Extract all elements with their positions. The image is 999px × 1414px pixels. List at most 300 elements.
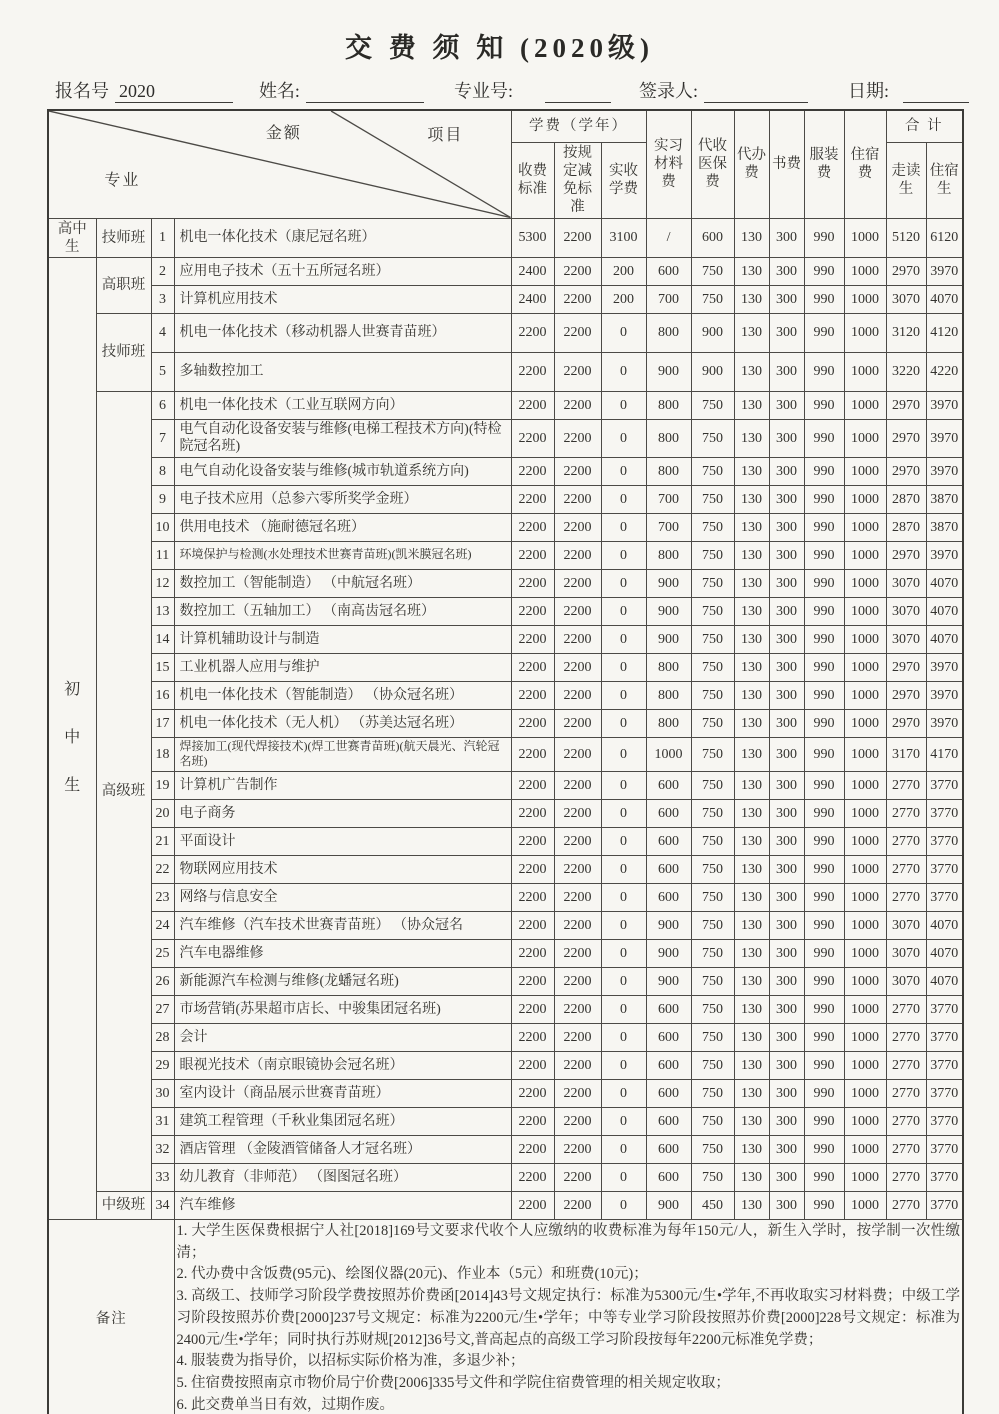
fee-value-cell: 2200 <box>511 799 554 827</box>
fee-value-cell: 2200 <box>511 709 554 737</box>
fee-value-cell: 750 <box>691 1135 734 1163</box>
fee-value-cell: 750 <box>691 737 734 771</box>
corner-label-amount: 金额 <box>265 124 302 142</box>
fee-value-cell: 3970 <box>926 541 963 569</box>
fee-value-cell: 990 <box>804 709 844 737</box>
date-label: 日期: <box>847 81 889 101</box>
fee-value-cell: 990 <box>804 352 844 391</box>
fee-value-cell: 4120 <box>926 313 963 352</box>
fee-value-cell: 3170 <box>886 737 926 771</box>
fee-value-cell: 990 <box>804 513 844 541</box>
fee-value-cell: 2200 <box>511 313 554 352</box>
fee-value-cell: 2770 <box>886 1163 926 1191</box>
fee-value-cell: 2770 <box>886 1107 926 1135</box>
fee-value-cell: 0 <box>601 653 646 681</box>
table-row <box>48 313 963 352</box>
fee-value-cell: 2970 <box>886 391 926 419</box>
col-header-reduction-standard: 按规定减免标准 <box>554 143 601 219</box>
fee-value-cell: 2200 <box>554 911 601 939</box>
fee-value-cell: 2200 <box>554 967 601 995</box>
row-number-cell: 29 <box>151 1051 174 1079</box>
remark-item: 6. 此交费单当日有效，过期作废。 <box>176 1396 394 1413</box>
fee-value-cell: 2200 <box>554 855 601 883</box>
fee-value-cell: 750 <box>691 827 734 855</box>
table-row <box>48 569 963 597</box>
row-number-cell: 5 <box>151 352 174 391</box>
fee-value-cell: 130 <box>734 625 769 653</box>
fee-value-cell: 2200 <box>511 569 554 597</box>
fee-value-cell: 2200 <box>554 457 601 485</box>
fee-value-cell: 750 <box>691 1079 734 1107</box>
fee-value-cell: 900 <box>646 911 691 939</box>
fee-value-cell: 3100 <box>601 218 646 257</box>
fee-value-cell: 990 <box>804 1135 844 1163</box>
row-number-cell: 20 <box>151 799 174 827</box>
fee-value-cell: 990 <box>804 939 844 967</box>
fee-value-cell: 2200 <box>511 541 554 569</box>
fee-value-cell: 0 <box>601 827 646 855</box>
fee-value-cell: 2200 <box>554 995 601 1023</box>
class-type-cell: 技师班 <box>96 313 151 391</box>
fee-value-cell: 0 <box>601 513 646 541</box>
fee-value-cell: 1000 <box>844 1079 886 1107</box>
major-name-cell: 环境保护与检测(水处理技术世赛青苗班)(凯米膜冠名班) <box>174 541 511 569</box>
fee-value-cell: 2200 <box>511 1051 554 1079</box>
fee-value-cell: 3120 <box>886 313 926 352</box>
fee-value-cell: 800 <box>646 419 691 457</box>
fee-value-cell: 2200 <box>511 737 554 771</box>
fee-value-cell: 2200 <box>511 485 554 513</box>
fee-value-cell: 2200 <box>554 799 601 827</box>
fee-value-cell: 3770 <box>926 1191 963 1219</box>
fee-value-cell: 4070 <box>926 597 963 625</box>
fee-value-cell: 1000 <box>844 1107 886 1135</box>
row-number-cell: 19 <box>151 771 174 799</box>
row-number-cell: 28 <box>151 1023 174 1051</box>
fee-value-cell: 600 <box>646 827 691 855</box>
table-row <box>48 1051 963 1079</box>
fee-value-cell: 600 <box>646 771 691 799</box>
fee-value-cell: 1000 <box>844 513 886 541</box>
fee-value-cell: 750 <box>691 597 734 625</box>
table-row <box>48 352 963 391</box>
fee-value-cell: 2200 <box>554 827 601 855</box>
fee-value-cell: 130 <box>734 737 769 771</box>
table-row <box>48 1135 963 1163</box>
fee-value-cell: 990 <box>804 597 844 625</box>
corner-label-item: 项目 <box>427 126 464 144</box>
row-number-cell: 10 <box>151 513 174 541</box>
fee-value-cell: 0 <box>601 911 646 939</box>
fee-value-cell: 130 <box>734 681 769 709</box>
col-header-fee-standard: 收费标准 <box>511 143 554 219</box>
row-number-cell: 16 <box>151 681 174 709</box>
fee-value-cell: 130 <box>734 855 769 883</box>
fee-value-cell: 200 <box>601 257 646 285</box>
fee-value-cell: 600 <box>646 1051 691 1079</box>
fee-value-cell: 3770 <box>926 827 963 855</box>
fee-value-cell: 3770 <box>926 1051 963 1079</box>
fee-value-cell: 130 <box>734 391 769 419</box>
fee-value-cell: 2200 <box>511 827 554 855</box>
table-row <box>48 419 963 457</box>
row-number-cell: 1 <box>151 218 174 257</box>
fee-value-cell: 2200 <box>511 391 554 419</box>
fee-value-cell: 2200 <box>511 625 554 653</box>
fee-value-cell: 3070 <box>886 285 926 313</box>
row-number-cell: 15 <box>151 653 174 681</box>
fee-value-cell: 750 <box>691 257 734 285</box>
fee-value-cell: 900 <box>646 1191 691 1219</box>
fee-value-cell: 2200 <box>554 569 601 597</box>
fee-value-cell: 300 <box>769 855 804 883</box>
fee-value-cell: 1000 <box>844 939 886 967</box>
col-header-agency-fee: 代办费 <box>734 110 769 218</box>
fee-value-cell: 2870 <box>886 485 926 513</box>
fee-value-cell: 3770 <box>926 799 963 827</box>
fee-value-cell: 2770 <box>886 1023 926 1051</box>
fee-value-cell: 130 <box>734 1135 769 1163</box>
fee-value-cell: 2200 <box>554 1191 601 1219</box>
fee-value-cell: 130 <box>734 653 769 681</box>
table-row <box>48 653 963 681</box>
fee-value-cell: 900 <box>646 597 691 625</box>
row-number-cell: 8 <box>151 457 174 485</box>
fee-value-cell: 1000 <box>844 391 886 419</box>
major-name-cell: 计算机广告制作 <box>174 771 511 799</box>
class-type-cell: 中级班 <box>96 1191 151 1219</box>
fee-value-cell: 2200 <box>511 681 554 709</box>
row-number-cell: 2 <box>151 257 174 285</box>
fee-value-cell: 2200 <box>511 939 554 967</box>
col-header-day-student-total: 走读生 <box>886 143 926 219</box>
fee-value-cell: 2200 <box>511 995 554 1023</box>
fee-value-cell: 0 <box>601 1079 646 1107</box>
fee-value-cell: 600 <box>646 799 691 827</box>
fee-value-cell: 750 <box>691 391 734 419</box>
fee-value-cell: 750 <box>691 513 734 541</box>
fee-value-cell: 300 <box>769 569 804 597</box>
fee-value-cell: 0 <box>601 1135 646 1163</box>
fee-value-cell: 2970 <box>886 653 926 681</box>
fee-value-cell: 990 <box>804 883 844 911</box>
fee-value-cell: 130 <box>734 569 769 597</box>
major-name-cell: 电气自动化设备安装与维修(城市轨道系统方向) <box>174 457 511 485</box>
row-number-cell: 33 <box>151 1163 174 1191</box>
fee-value-cell: 1000 <box>844 625 886 653</box>
remark-item: 1. 大学生医保费根据宁人社[2018]169号文要求代收个人应缴纳的收费标准为每年150元/人，新生入学时，按学制一次性缴清； <box>176 1222 961 1261</box>
fee-value-cell: 800 <box>646 391 691 419</box>
table-row <box>48 625 963 653</box>
fee-value-cell: 2770 <box>886 1079 926 1107</box>
fee-value-cell: 2200 <box>511 1191 554 1219</box>
fee-value-cell: 2200 <box>511 1135 554 1163</box>
fee-value-cell: 2770 <box>886 799 926 827</box>
fee-value-cell: 750 <box>691 457 734 485</box>
fee-value-cell: 2970 <box>886 419 926 457</box>
fee-value-cell: 2200 <box>554 313 601 352</box>
fee-value-cell: 4070 <box>926 967 963 995</box>
fee-value-cell: 130 <box>734 352 769 391</box>
major-name-cell: 汽车维修（汽车技术世赛青苗班） （协众冠名 <box>174 911 511 939</box>
row-number-cell: 26 <box>151 967 174 995</box>
fee-value-cell: 0 <box>601 597 646 625</box>
fee-value-cell: 300 <box>769 513 804 541</box>
fee-value-cell: 1000 <box>844 883 886 911</box>
fee-value-cell: 750 <box>691 995 734 1023</box>
fee-value-cell: 300 <box>769 625 804 653</box>
fee-value-cell: 0 <box>601 352 646 391</box>
table-row <box>48 485 963 513</box>
fee-value-cell: 800 <box>646 313 691 352</box>
fee-value-cell: 0 <box>601 313 646 352</box>
fee-value-cell: 990 <box>804 1163 844 1191</box>
fee-value-cell: 300 <box>769 597 804 625</box>
fee-value-cell: 130 <box>734 771 769 799</box>
fee-value-cell: 130 <box>734 218 769 257</box>
fee-value-cell: 4070 <box>926 569 963 597</box>
row-number-cell: 30 <box>151 1079 174 1107</box>
fee-value-cell: 2200 <box>554 391 601 419</box>
fee-value-cell: 990 <box>804 911 844 939</box>
remark-item: 4. 服装费为指导价，以招标实际价格为准，多退少补； <box>176 1353 525 1370</box>
fee-value-cell: 300 <box>769 1107 804 1135</box>
fee-value-cell: 990 <box>804 257 844 285</box>
fee-value-cell: 1000 <box>844 218 886 257</box>
fee-value-cell: 130 <box>734 967 769 995</box>
name-label: 姓名: <box>258 81 300 101</box>
fee-value-cell: 900 <box>646 352 691 391</box>
fee-value-cell: 2200 <box>511 883 554 911</box>
fee-value-cell: 3970 <box>926 391 963 419</box>
major-name-cell: 酒店管理 （金陵酒管储备人才冠名班） <box>174 1135 511 1163</box>
col-header-lodging-fee: 住宿费 <box>844 110 886 218</box>
fee-value-cell: 2200 <box>511 911 554 939</box>
fee-value-cell: 2200 <box>554 352 601 391</box>
fee-value-cell: 2870 <box>886 513 926 541</box>
fee-value-cell: 300 <box>769 457 804 485</box>
fee-value-cell: 4070 <box>926 911 963 939</box>
fee-value-cell: 800 <box>646 541 691 569</box>
fee-value-cell: 750 <box>691 569 734 597</box>
table-row <box>48 709 963 737</box>
fee-value-cell: 990 <box>804 1191 844 1219</box>
fee-value-cell: 130 <box>734 285 769 313</box>
fee-value-cell: 2200 <box>554 218 601 257</box>
table-row <box>48 771 963 799</box>
fee-value-cell: 4070 <box>926 939 963 967</box>
fee-value-cell: 600 <box>646 995 691 1023</box>
fee-value-cell: 1000 <box>844 1163 886 1191</box>
name-blank-line <box>306 81 424 103</box>
fee-value-cell: 0 <box>601 799 646 827</box>
fee-value-cell: 700 <box>646 485 691 513</box>
fee-value-cell: 2400 <box>511 257 554 285</box>
remarks-label-cell: 备注 <box>48 1219 174 1414</box>
fee-value-cell: 990 <box>804 391 844 419</box>
fee-value-cell: 0 <box>601 771 646 799</box>
row-number-cell: 24 <box>151 911 174 939</box>
fee-value-cell: 300 <box>769 709 804 737</box>
fee-value-cell: 2200 <box>511 1023 554 1051</box>
page-title: 交 费 须 知 (2020级) <box>345 33 654 63</box>
fee-value-cell: 3770 <box>926 1079 963 1107</box>
fee-value-cell: 300 <box>769 313 804 352</box>
fee-value-cell: 1000 <box>844 569 886 597</box>
fee-value-cell: 1000 <box>844 771 886 799</box>
fee-value-cell: 600 <box>646 1023 691 1051</box>
fee-value-cell: 750 <box>691 681 734 709</box>
col-header-practice-material-fee: 实习材料费 <box>646 110 691 218</box>
major-no-label: 专业号: <box>453 81 513 101</box>
fee-value-cell: 2200 <box>554 771 601 799</box>
fee-value-cell: 3970 <box>926 457 963 485</box>
fee-value-cell: 3970 <box>926 653 963 681</box>
fee-value-cell: 1000 <box>844 911 886 939</box>
fee-value-cell: 130 <box>734 1051 769 1079</box>
fee-value-cell: 750 <box>691 799 734 827</box>
fee-value-cell: 300 <box>769 883 804 911</box>
fee-value-cell: 750 <box>691 625 734 653</box>
fee-value-cell: 0 <box>601 939 646 967</box>
fee-value-cell: 450 <box>691 1191 734 1219</box>
fee-value-cell: 3770 <box>926 855 963 883</box>
fee-value-cell: 2200 <box>554 513 601 541</box>
class-type-cell: 高级班 <box>96 391 151 1191</box>
corner-label-major: 专业 <box>104 171 141 189</box>
fee-value-cell: 130 <box>734 257 769 285</box>
fee-value-cell: 800 <box>646 709 691 737</box>
table-row <box>48 541 963 569</box>
table-row <box>48 1023 963 1051</box>
fee-value-cell: 2970 <box>886 681 926 709</box>
fee-value-cell: 300 <box>769 939 804 967</box>
fee-value-cell: 1000 <box>844 737 886 771</box>
fee-value-cell: 2200 <box>554 1135 601 1163</box>
fee-value-cell: 600 <box>646 1163 691 1191</box>
fee-value-cell: 0 <box>601 1107 646 1135</box>
fee-value-cell: 5120 <box>886 218 926 257</box>
fee-value-cell: 990 <box>804 419 844 457</box>
fee-value-cell: 1000 <box>844 1023 886 1051</box>
major-name-cell: 电气自动化设备安装与维修(电梯工程技术方向)(特检院冠名班) <box>174 419 511 457</box>
row-number-cell: 3 <box>151 285 174 313</box>
fee-value-cell: 2400 <box>511 285 554 313</box>
fee-value-cell: 130 <box>734 939 769 967</box>
major-name-cell: 新能源汽车检测与维修(龙蟠冠名班) <box>174 967 511 995</box>
fee-value-cell: 0 <box>601 737 646 771</box>
fee-value-cell: 300 <box>769 352 804 391</box>
fee-value-cell: 0 <box>601 625 646 653</box>
fee-value-cell: 130 <box>734 995 769 1023</box>
major-name-cell: 平面设计 <box>174 827 511 855</box>
fee-value-cell: 300 <box>769 827 804 855</box>
fee-value-cell: 2200 <box>554 737 601 771</box>
fee-value-cell: 300 <box>769 1023 804 1051</box>
fee-value-cell: 3770 <box>926 883 963 911</box>
fee-value-cell: 1000 <box>844 1135 886 1163</box>
fee-value-cell: 990 <box>804 1079 844 1107</box>
fee-value-cell: 3220 <box>886 352 926 391</box>
table-row <box>48 855 963 883</box>
fee-value-cell: 130 <box>734 541 769 569</box>
table-row <box>48 218 963 257</box>
fee-value-cell: 1000 <box>844 1051 886 1079</box>
fee-value-cell: 2200 <box>511 419 554 457</box>
fee-value-cell: 600 <box>646 1107 691 1135</box>
fee-value-cell: 990 <box>804 313 844 352</box>
fee-value-cell: 900 <box>691 352 734 391</box>
fee-value-cell: 3970 <box>926 257 963 285</box>
fee-value-cell: 750 <box>691 883 734 911</box>
table-row <box>48 883 963 911</box>
col-header-uniform-fee: 服装费 <box>804 110 844 218</box>
row-number-cell: 23 <box>151 883 174 911</box>
fee-value-cell: 990 <box>804 653 844 681</box>
fee-value-cell: 130 <box>734 513 769 541</box>
fee-value-cell: 750 <box>691 939 734 967</box>
table-row <box>48 827 963 855</box>
row-number-cell: 17 <box>151 709 174 737</box>
fee-value-cell: 4220 <box>926 352 963 391</box>
fee-value-cell: 2200 <box>511 1107 554 1135</box>
fee-value-cell: 300 <box>769 541 804 569</box>
fee-value-cell: 0 <box>601 1191 646 1219</box>
fee-value-cell: 300 <box>769 1135 804 1163</box>
fee-value-cell: 900 <box>646 939 691 967</box>
table-row <box>48 1107 963 1135</box>
fee-value-cell: 2200 <box>511 653 554 681</box>
fee-value-cell: 2970 <box>886 541 926 569</box>
fee-value-cell: 2200 <box>511 1163 554 1191</box>
row-number-cell: 18 <box>151 737 174 771</box>
fee-value-cell: 300 <box>769 995 804 1023</box>
fee-value-cell: 750 <box>691 419 734 457</box>
fee-value-cell: 3870 <box>926 485 963 513</box>
fee-value-cell: 990 <box>804 827 844 855</box>
col-header-boarding-student-total: 住宿生 <box>926 143 963 219</box>
table-row <box>48 457 963 485</box>
fee-value-cell: 600 <box>646 257 691 285</box>
major-name-cell: 幼儿教育（非师范） （图图冠名班） <box>174 1163 511 1191</box>
fee-value-cell: 2970 <box>886 257 926 285</box>
major-name-cell: 电子技术应用（总参六零所奖学金班） <box>174 485 511 513</box>
fee-value-cell: 750 <box>691 771 734 799</box>
fee-value-cell: 750 <box>691 285 734 313</box>
major-name-cell: 计算机应用技术 <box>174 285 511 313</box>
col-header-book-fee: 书费 <box>769 110 804 218</box>
fee-value-cell: 130 <box>734 1079 769 1107</box>
major-name-cell: 建筑工程管理（千秋业集团冠名班） <box>174 1107 511 1135</box>
fee-value-cell: 2200 <box>511 967 554 995</box>
fee-value-cell: 2770 <box>886 855 926 883</box>
fee-value-cell: 1000 <box>844 485 886 513</box>
fee-value-cell: 750 <box>691 1163 734 1191</box>
fee-value-cell: 300 <box>769 653 804 681</box>
fee-table <box>47 109 964 1414</box>
remark-item: 2. 代办费中含饭费(95元)、绘图仪器(20元)、作业本（5元）和班费(10元)； <box>176 1266 648 1283</box>
major-name-cell: 电子商务 <box>174 799 511 827</box>
row-number-cell: 31 <box>151 1107 174 1135</box>
fee-value-cell: 2200 <box>511 597 554 625</box>
table-row <box>48 1079 963 1107</box>
fee-value-cell: 2770 <box>886 1135 926 1163</box>
fee-value-cell: 1000 <box>844 597 886 625</box>
fee-value-cell: 800 <box>646 653 691 681</box>
class-type-cell: 高职班 <box>96 257 151 313</box>
fee-value-cell: 0 <box>601 709 646 737</box>
fee-value-cell: 2200 <box>511 513 554 541</box>
